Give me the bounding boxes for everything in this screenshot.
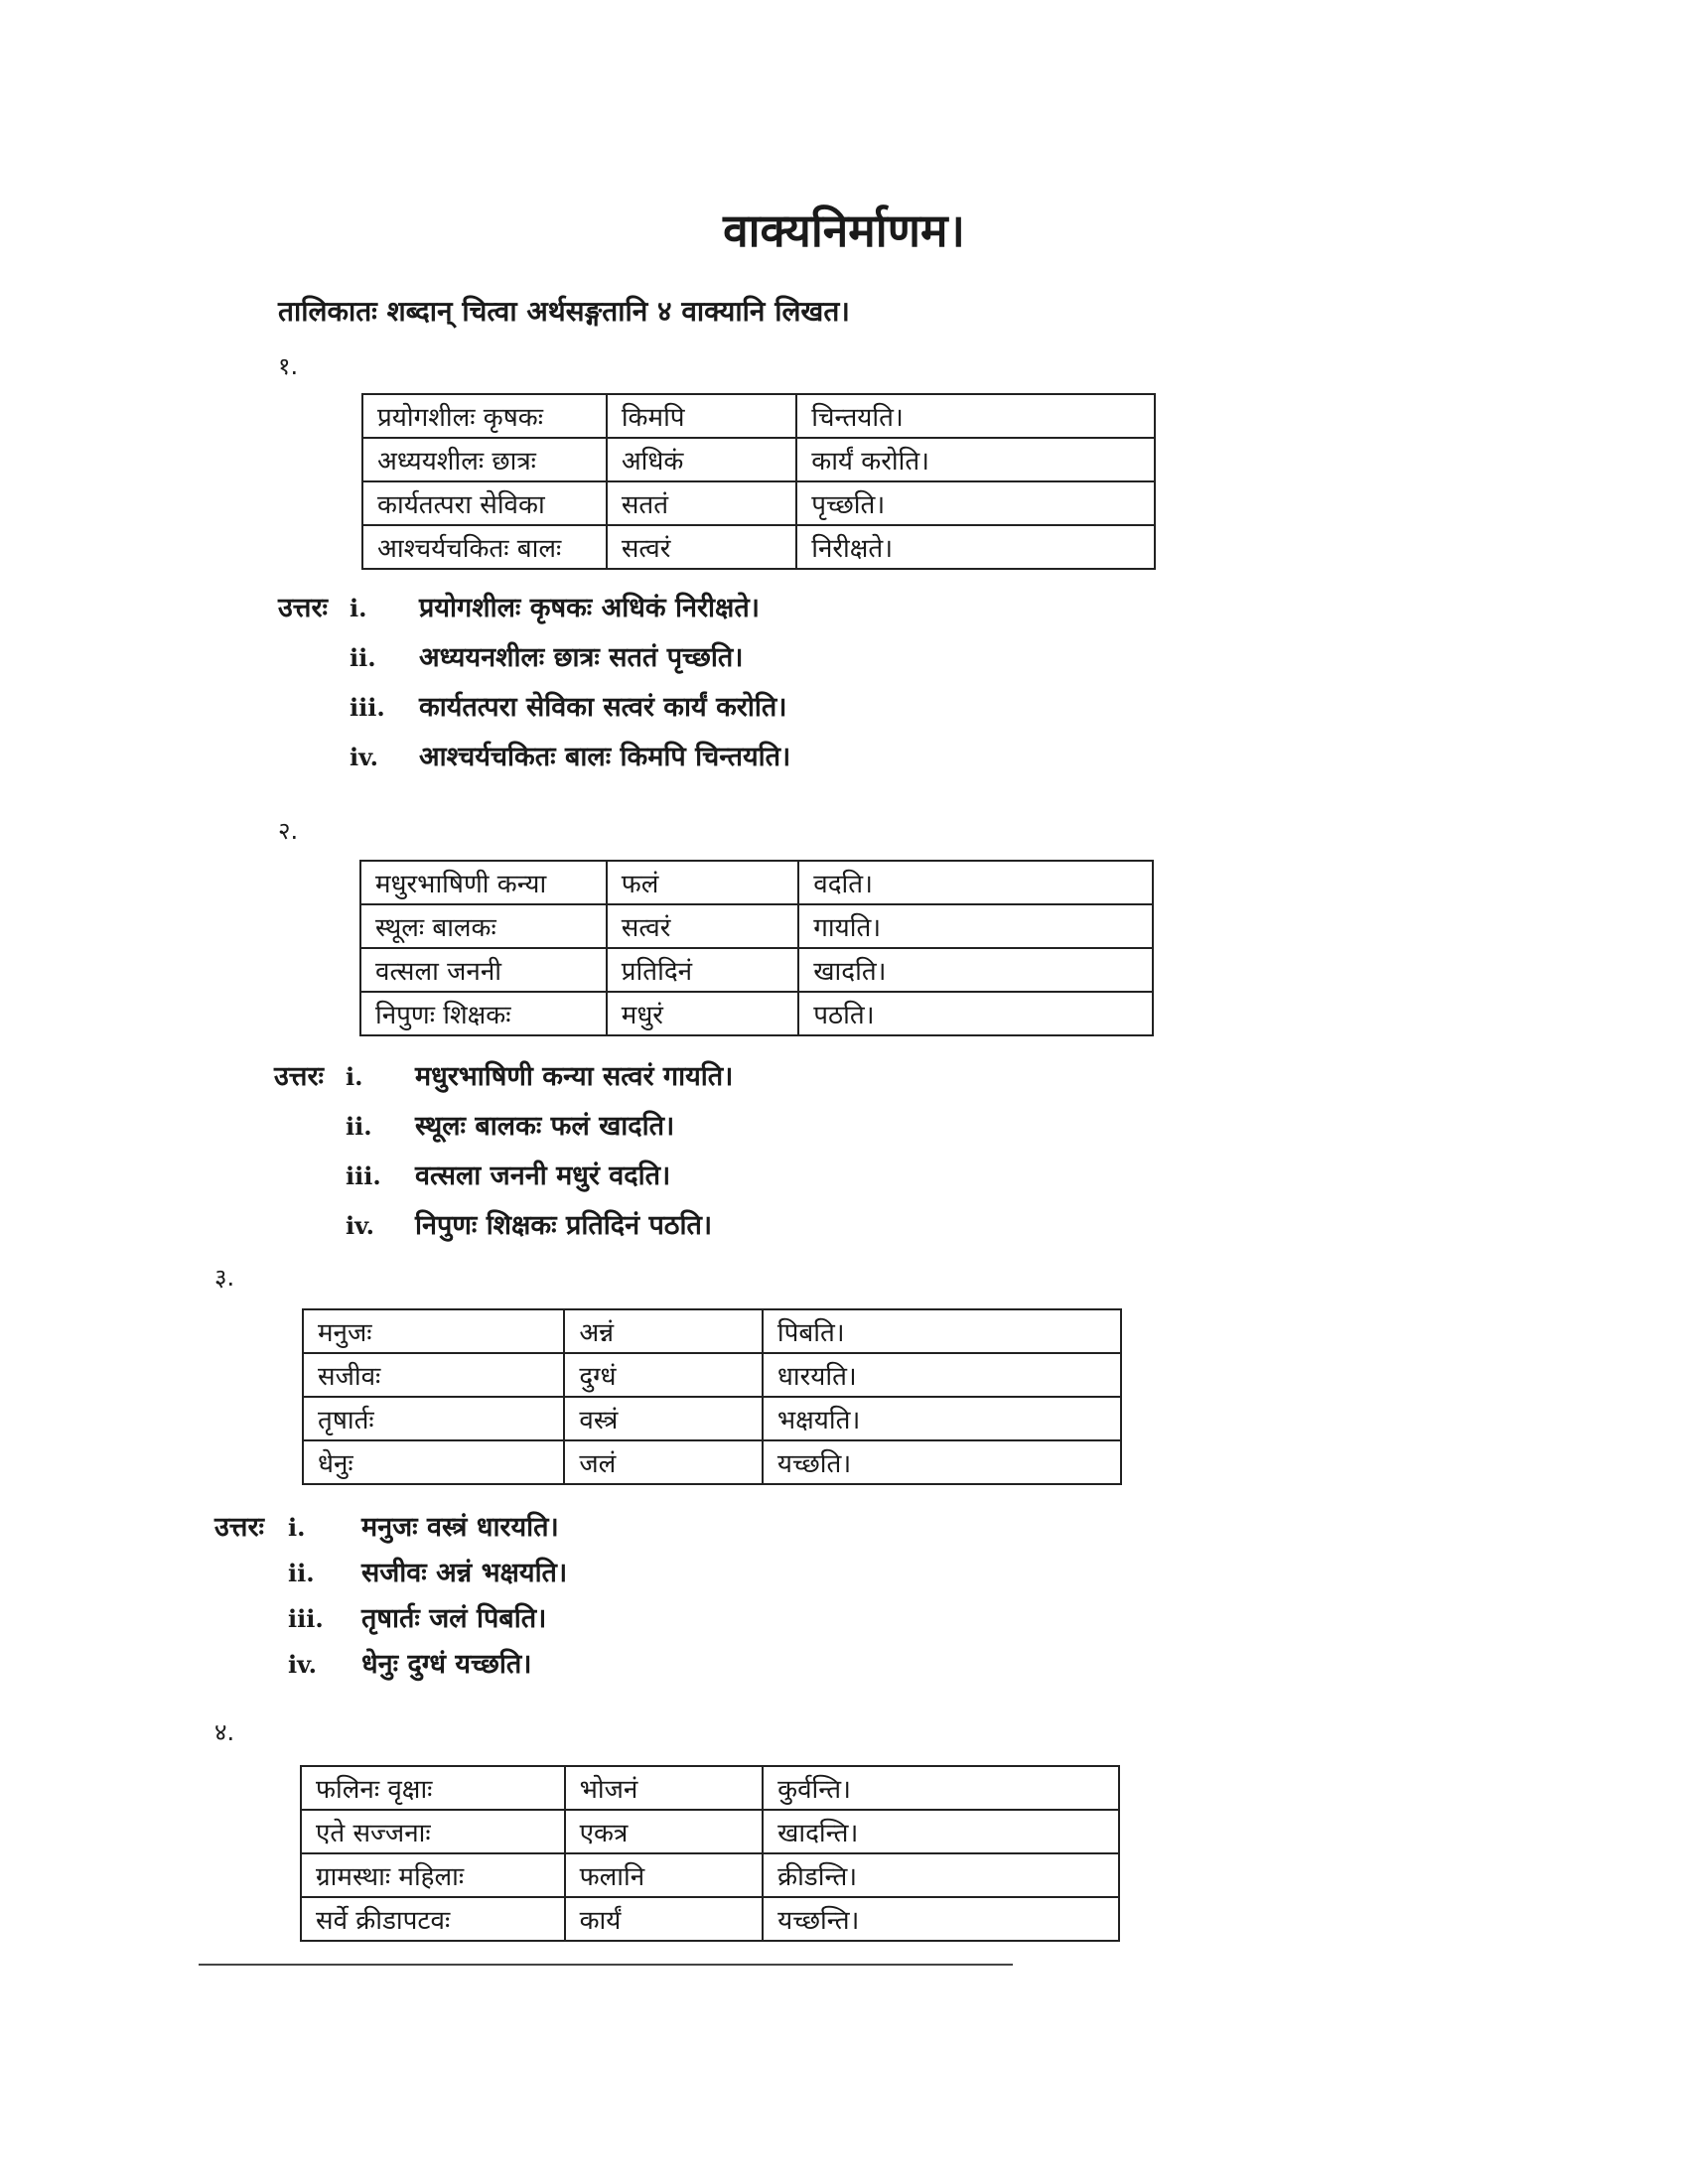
table-cell: क्रीडन्ति।: [763, 1853, 1119, 1897]
answer-item: [214, 1642, 1108, 1688]
word-table: [361, 393, 1156, 570]
table-cell: कार्यं: [565, 1897, 764, 1941]
table-cell: तृषार्तः: [303, 1397, 564, 1440]
table-cell: मनुजः: [303, 1309, 564, 1353]
answer-text: स्थूलः बालकः फलं खादति।: [415, 1111, 675, 1142]
table-cell: अध्ययशीलः छात्रः: [362, 438, 607, 481]
table-row: [301, 1897, 1119, 1941]
table-cell: प्रतिदिनं: [607, 948, 799, 992]
table-cell: सजीवः: [303, 1353, 564, 1397]
table-row: [303, 1397, 1121, 1440]
word-table: [359, 860, 1154, 1036]
answer-text: मधुरभाषिणी कन्या सत्वरं गायति।: [415, 1061, 734, 1092]
table-row: [362, 525, 1155, 569]
answer-item: [214, 1505, 1108, 1551]
answer-text: सजीवः अन्नं भक्षयति।: [361, 1558, 568, 1588]
question-number: ३.: [214, 1264, 235, 1292]
table-cell: फलं: [607, 861, 799, 904]
answer-text: प्रयोगशीलः कृषकः अधिकं निरीक्षते।: [419, 593, 761, 623]
answer-text: आश्चर्यचकितः बालः किमपि चिन्तयति।: [419, 742, 791, 772]
table-cell: मधुरभाषिणी कन्या: [360, 861, 607, 904]
table-cell: फलानि: [565, 1853, 764, 1897]
table-row: [360, 904, 1153, 948]
table-cell: धेनुः: [303, 1440, 564, 1484]
answer-item: [278, 584, 1172, 633]
table-cell: कार्यतत्परा सेविका: [362, 481, 607, 525]
table-cell: एते सज्जनाः: [301, 1810, 565, 1853]
table-cell: दुग्धं: [564, 1353, 763, 1397]
table-cell: यच्छन्ति।: [763, 1897, 1119, 1941]
table-cell: सर्वे क्रीडापटवः: [301, 1897, 565, 1941]
table-cell: सत्वरं: [607, 525, 796, 569]
table-row: [360, 861, 1153, 904]
table-row: [360, 992, 1153, 1035]
table-cell: चिन्तयति।: [796, 394, 1155, 438]
answer-item: [274, 1201, 1168, 1251]
answer-item: [278, 633, 1172, 683]
answer-text: धेनुः दुग्धं यच्छति।: [361, 1649, 532, 1680]
table-row: [360, 948, 1153, 992]
table-cell: प्रयोगशीलः कृषकः: [362, 394, 607, 438]
table-cell: कुर्वन्ति।: [763, 1766, 1119, 1810]
table-cell: सत्वरं: [607, 904, 799, 948]
table-row: [362, 481, 1155, 525]
table-cell: खादन्ति।: [763, 1810, 1119, 1853]
footer-divider: [199, 1964, 1013, 1966]
answer-number: ii.: [288, 1559, 315, 1587]
answer-number: i.: [350, 594, 367, 622]
answer-item: [274, 1052, 1168, 1102]
answer-text: तृषार्तः जलं पिबति।: [361, 1603, 547, 1634]
word-table: [300, 1765, 1120, 1942]
answer-number: iii.: [346, 1161, 381, 1190]
table-cell: कार्यं करोति।: [796, 438, 1155, 481]
table-cell: वदति।: [798, 861, 1153, 904]
answer-number: ii.: [346, 1112, 372, 1141]
table-cell: एकत्र: [565, 1810, 764, 1853]
answer-label: उत्तरः: [278, 593, 328, 623]
answer-item: [278, 683, 1172, 733]
question-number: ४.: [214, 1718, 235, 1746]
table-cell: भोजनं: [565, 1766, 764, 1810]
table-cell: यच्छति।: [763, 1440, 1121, 1484]
table-cell: सततं: [607, 481, 796, 525]
table-cell: जलं: [564, 1440, 763, 1484]
answer-number: ii.: [350, 643, 376, 672]
table-cell: खादति।: [798, 948, 1153, 992]
table-cell: पिबति।: [763, 1309, 1121, 1353]
answer-number: iii.: [288, 1604, 324, 1633]
table-cell: पृच्छति।: [796, 481, 1155, 525]
answer-text: वत्सला जननी मधुरं वदति।: [415, 1160, 671, 1191]
table-cell: मधुरं: [607, 992, 799, 1035]
table-cell: निरीक्षते।: [796, 525, 1155, 569]
answer-item: [274, 1152, 1168, 1201]
table-row: [362, 438, 1155, 481]
answer-text: अध्ययनशीलः छात्रः सततं पृच्छति।: [419, 642, 744, 673]
table-row: [362, 394, 1155, 438]
answer-number: i.: [346, 1062, 363, 1091]
answer-text: निपुणः शिक्षकः प्रतिदिनं पठति।: [415, 1210, 713, 1241]
answer-item: [214, 1551, 1108, 1596]
answer-block: [274, 1052, 1168, 1251]
table-cell: गायति।: [798, 904, 1153, 948]
question-number: २.: [278, 817, 299, 845]
table-cell: किमपि: [607, 394, 796, 438]
table-row: [301, 1810, 1119, 1853]
answer-item: [274, 1102, 1168, 1152]
table-cell: निपुणः शिक्षकः: [360, 992, 607, 1035]
table-cell: स्थूलः बालकः: [360, 904, 607, 948]
answer-number: iv.: [350, 743, 379, 771]
table-row: [303, 1440, 1121, 1484]
instruction: तालिकातः शब्दान् चित्वा अर्थसङ्गतानि ४ वाक्यानि लिखत।: [278, 295, 850, 328]
answer-text: मनुजः वस्त्रं धारयति।: [361, 1512, 559, 1543]
table-cell: धारयति।: [763, 1353, 1121, 1397]
table-row: [303, 1309, 1121, 1353]
table-cell: वस्त्रं: [564, 1397, 763, 1440]
answer-number: iii.: [350, 693, 385, 722]
answer-number: i.: [288, 1513, 306, 1542]
answer-number: iv.: [288, 1650, 318, 1679]
table-cell: अधिकं: [607, 438, 796, 481]
page-title: वाक्यनिर्माणम।: [723, 204, 965, 257]
table-cell: वत्सला जननी: [360, 948, 607, 992]
table-row: [303, 1353, 1121, 1397]
answer-label: उत्तरः: [214, 1512, 264, 1543]
answer-number: iv.: [346, 1211, 375, 1240]
answer-label: उत्तरः: [274, 1061, 324, 1092]
question-number: १.: [278, 352, 299, 380]
word-table: [302, 1308, 1122, 1485]
table-cell: ग्रामस्थाः महिलाः: [301, 1853, 565, 1897]
answer-block: [214, 1505, 1108, 1688]
table-row: [301, 1766, 1119, 1810]
answer-text: कार्यतत्परा सेविका सत्वरं कार्यं करोति।: [419, 692, 787, 723]
answer-item: [214, 1596, 1108, 1642]
answer-item: [278, 733, 1172, 782]
table-cell: आश्चर्यचकितः बालः: [362, 525, 607, 569]
table-cell: अन्नं: [564, 1309, 763, 1353]
table-cell: भक्षयति।: [763, 1397, 1121, 1440]
answer-block: [278, 584, 1172, 782]
table-row: [301, 1853, 1119, 1897]
table-cell: पठति।: [798, 992, 1153, 1035]
table-cell: फलिनः वृक्षाः: [301, 1766, 565, 1810]
